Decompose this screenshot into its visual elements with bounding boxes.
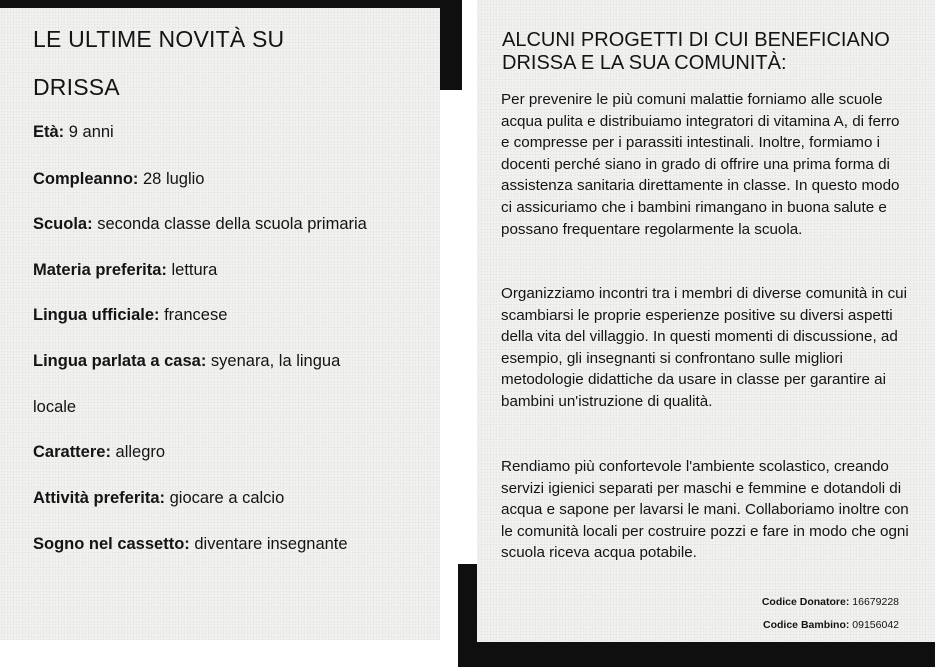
field-birthday	[33, 170, 204, 189]
project-paragraph-sanitation: Rendiamo più confortevole l'ambiente scolastico, creando servizi igienici separati per maschi e femmine e dotandoli di acqua e sapone per lavarsi le mani. Collaboriamo inoltre con le comunità locali per costruire pozzi e fare in modo che ogni scuola riceva acqua potabile.	[501, 458, 909, 562]
field-value: seconda classe della scuola primaria	[92, 215, 367, 233]
field-label: Materia preferita:	[33, 261, 167, 279]
field-label: Carattere:	[33, 443, 111, 461]
profile-title-line1: LE ULTIME NOVITÀ SU	[33, 26, 285, 52]
dark-border-top-left	[0, 0, 440, 8]
field-value: locale	[33, 398, 77, 416]
field-favorite-subject	[33, 261, 217, 280]
donor-code-label: Codice Donatore:	[761, 596, 850, 608]
child-code-label: Codice Bambino:	[763, 619, 850, 631]
field-value: francese	[159, 306, 228, 324]
donor-code	[762, 596, 899, 608]
projects-title-line1: ALCUNI PROGETTI DI CUI BENEFICIANO	[502, 29, 890, 51]
child-code	[763, 619, 899, 631]
field-label: Lingua parlata a casa:	[33, 352, 207, 370]
field-value: lettura	[166, 261, 218, 279]
field-value: syenara, la lingua	[206, 352, 341, 370]
field-age	[33, 123, 114, 142]
field-label: Età:	[33, 123, 65, 141]
child-profile-card	[0, 8, 440, 640]
projects-card	[477, 0, 935, 642]
field-label: Compleanno:	[33, 170, 139, 188]
field-value: allegro	[110, 443, 166, 461]
field-label: Scuola:	[33, 215, 93, 233]
project-paragraph-health: Per prevenire le più comuni malattie forniamo alle scuole acqua pulita e distribuiamo integratori di vitamina A, di ferro e compresse per i parassiti intestinali. Inoltre, formiamo i docenti perché siano in grado di offrire una prima forma di assistenza sanitaria direttamente in classe. In questo modo ci assicuriamo che i bambini rimangano in buona salute e possano frequentare regolarmente la scuola.	[501, 91, 900, 238]
projects-title-line2: DRISSA E LA SUA COMUNITÀ:	[502, 52, 787, 74]
donor-code-value: 16679228	[849, 596, 899, 608]
field-value: 28 luglio	[138, 170, 205, 188]
field-label: Lingua ufficiale:	[33, 306, 160, 324]
field-label: Sogno nel cassetto:	[33, 535, 190, 553]
field-value: diventare insegnante	[189, 535, 348, 553]
dark-gap	[440, 0, 462, 90]
field-favorite-activity	[33, 489, 284, 508]
field-official-language	[33, 306, 227, 325]
field-label: Attività preferita:	[33, 489, 166, 507]
field-home-language-continued	[33, 398, 76, 417]
project-paragraph-community: Organizziamo incontri tra i membri di diverse comunità in cui scambiarsi le proprie esperienze positive su diversi aspetti della vita del villaggio. In questi momenti di discussione, ad esempio, gli insegnanti si confrontano sulle migliori metodologie didattiche da usare in classe per garantire ai bambini un'istruzione di qualità.	[501, 285, 907, 410]
field-school	[33, 215, 367, 234]
profile-title-line2: DRISSA	[33, 74, 120, 100]
field-character	[33, 443, 165, 462]
field-value: giocare a calcio	[165, 489, 285, 507]
field-home-language	[33, 352, 340, 371]
child-code-value: 09156042	[849, 619, 899, 631]
field-value: 9 anni	[64, 123, 114, 141]
field-dream	[33, 535, 348, 554]
